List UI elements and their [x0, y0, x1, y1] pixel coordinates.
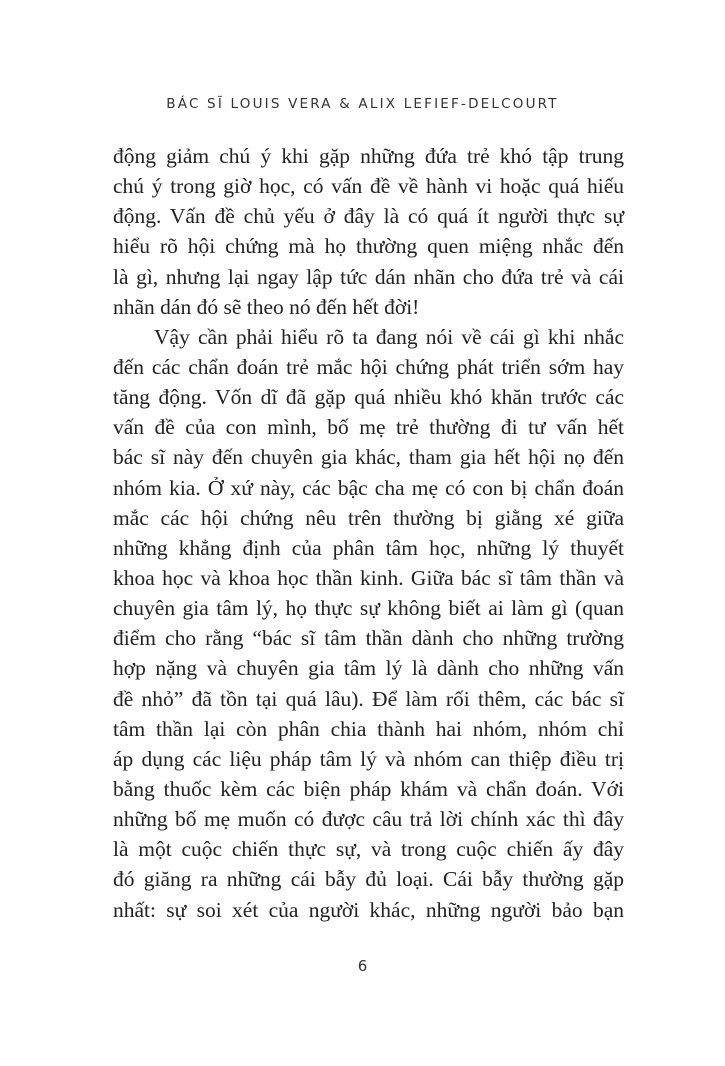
- text-line: đề nhỏ” đã tồn tại quá lâu). Để làm rối thêm, các bác sĩ: [113, 686, 624, 711]
- page-number: 6: [357, 957, 368, 975]
- text-line: mắc các hội chứng nêu trên thường bị giằng xé giữa: [113, 505, 624, 530]
- text-line: tăng động. Vốn dĩ đã gặp quá nhiều khó khăn trước các: [113, 385, 624, 410]
- text-line: hợp nặng và chuyên gia tâm lý là dành cho những vấn: [113, 656, 624, 681]
- paragraph: [113, 141, 624, 322]
- paragraph: [113, 322, 624, 925]
- text-line: nhất: sự soi xét của người khác, những người bảo bạn: [113, 897, 624, 922]
- text-line: bác sĩ này đến chuyên gia khác, tham gia hết hội nọ đến: [113, 445, 624, 470]
- text-line: động. Vấn đề chủ yếu ở đây là có quá ít người thực sự: [113, 204, 624, 229]
- text-line: là một cuộc chiến thực sự, và trong cuộc chiến ấy đây: [113, 837, 624, 862]
- text-line: khoa học và khoa học thần kinh. Giữa bác sĩ tâm thần và: [113, 565, 624, 590]
- text-line: những khẳng định của phân tâm học, những lý thuyết: [113, 535, 624, 560]
- text-line: nhãn dán đó sẽ theo nó đến hết đời!: [113, 294, 420, 319]
- text-line: chú ý trong giờ học, có vấn đề về hành vi hoặc quá hiếu: [113, 174, 624, 199]
- text-line: đó giăng ra những cái bẫy đủ loại. Cái bẫy thường gặp: [113, 867, 624, 892]
- text-line: bằng thuốc kèm các biện pháp khám và chẩn đoán. Với: [113, 776, 624, 801]
- text-line: điểm cho rằng “bác sĩ tâm thần dành cho những trường: [113, 626, 624, 651]
- text-line: hiểu rõ hội chứng mà họ thường quen miệng nhắc đến: [113, 234, 624, 259]
- text-line: đến các chẩn đoán trẻ mắc hội chứng phát triển sớm hay: [113, 354, 624, 379]
- body-text: [113, 141, 624, 925]
- text-line: tâm thần lại còn phân chia thành hai nhóm, nhóm chỉ: [113, 716, 624, 741]
- text-line: Vậy cần phải hiểu rõ ta đang nói về cái gì khi nhắc: [154, 324, 624, 349]
- running-header: BÁC SĨ LOUIS VERA & ALIX LEFIEF-DELCOURT: [166, 96, 559, 112]
- text-line: là gì, nhưng lại ngay lập tức dán nhãn cho đứa trẻ và cái: [113, 264, 624, 289]
- text-line: chuyên gia tâm lý, họ thực sự không biết ai làm gì (quan: [113, 596, 624, 621]
- text-line: nhóm kia. Ở xứ này, các bậc cha mẹ có con bị chẩn đoán: [113, 475, 624, 500]
- text-line: động giảm chú ý khi gặp những đứa trẻ khó tập trung: [113, 144, 624, 168]
- text-line: vấn đề của con mình, bố mẹ trẻ thường đi tư vấn hết: [113, 415, 624, 440]
- text-line: áp dụng các liệu pháp tâm lý và nhóm can thiệp điều trị: [113, 746, 624, 771]
- text-line: những bố mẹ muốn có được câu trả lời chính xác thì đây: [113, 807, 624, 832]
